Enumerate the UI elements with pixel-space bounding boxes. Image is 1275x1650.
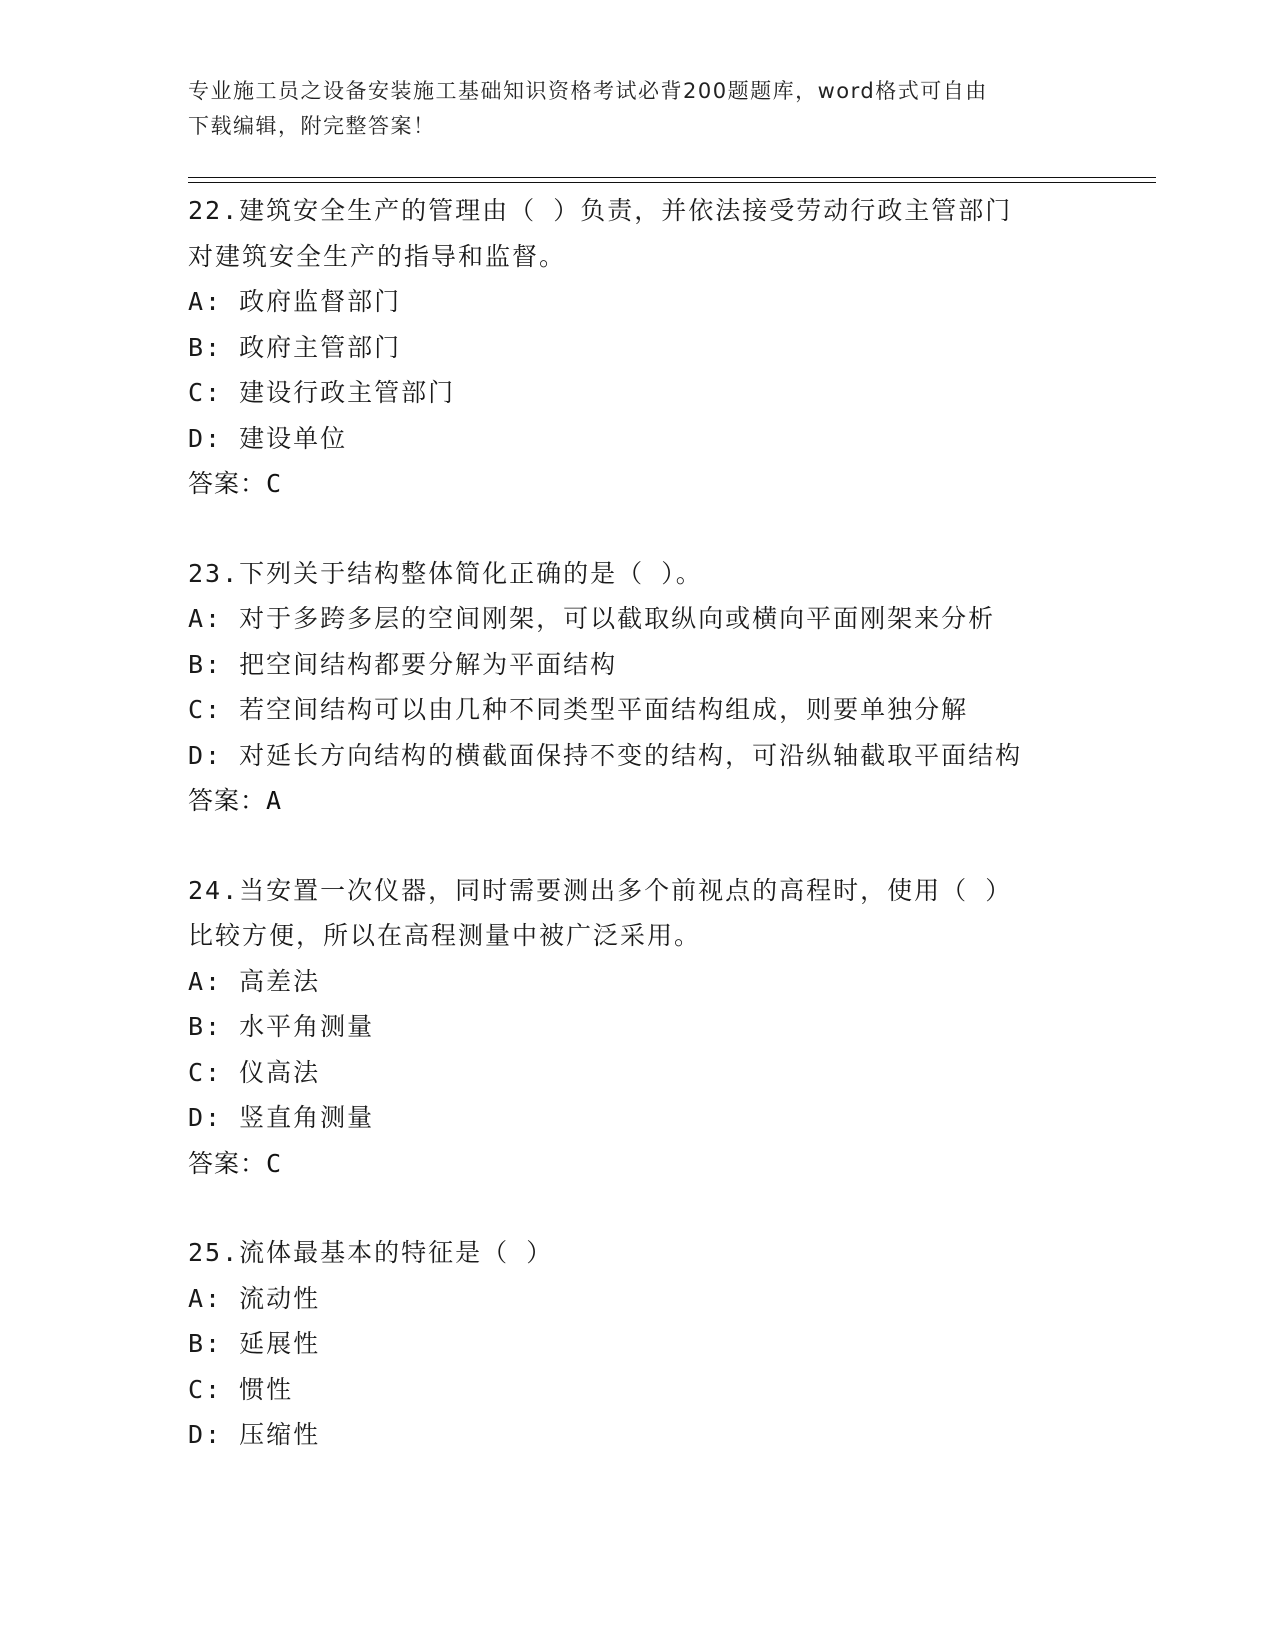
answer-value: C — [266, 1148, 283, 1178]
option-b: B: 政府主管部门 — [188, 332, 402, 362]
question-stem — [188, 1230, 1088, 1276]
answer-label: 答案： — [188, 1148, 267, 1178]
answer-line — [188, 1141, 1088, 1187]
question-stem — [188, 188, 1088, 279]
option-b: B: 水平角测量 — [188, 1012, 375, 1041]
option-a: A: 政府监督部门 — [188, 287, 402, 316]
option-d: D: 压缩性 — [188, 1420, 321, 1449]
answer-value: A — [266, 786, 283, 815]
question-stem — [188, 868, 1088, 959]
stem-line: 比较方便，所以在高程测量中被广泛采用。 — [188, 921, 702, 950]
option-d: D: 建设单位 — [188, 423, 348, 453]
question-22 — [188, 188, 1088, 507]
stem-line: 25.流体最基本的特征是（ ） — [188, 1238, 554, 1267]
answer-label: 答案： — [188, 469, 267, 498]
question-stem — [188, 551, 1088, 597]
answer-line — [188, 778, 1088, 824]
stem-line: 对建筑安全生产的指导和监督。 — [188, 241, 567, 271]
stem-line: 24.当安置一次仪器，同时需要测出多个前视点的高程时，使用（ ） — [188, 875, 1013, 905]
option-b: B: 延展性 — [188, 1329, 321, 1358]
option-c: C: 建设行政主管部门 — [188, 378, 456, 407]
document-header — [188, 74, 1068, 144]
option-c: C: 仪高法 — [188, 1057, 321, 1087]
answer-label: 答案： — [188, 786, 267, 815]
stem-line: 22.建筑安全生产的管理由（ ）负责，并依法接受劳动行政主管部门 — [188, 196, 1013, 225]
question-25 — [188, 1230, 1088, 1458]
option-c: C: 若空间结构可以由几种不同类型平面结构组成，则要单独分解 — [188, 695, 969, 724]
option-c: C: 惯性 — [188, 1374, 294, 1404]
option-a: A: 对于多跨多层的空间刚架，可以截取纵向或横向平面刚架来分析 — [188, 604, 996, 633]
option-d: D: 竖直角测量 — [188, 1103, 375, 1132]
header-divider-top — [188, 177, 1156, 178]
question-24 — [188, 868, 1088, 1187]
header-line-1: 专业施工员之设备安装施工基础知识资格考试必背200题题库，word格式可自由 — [188, 79, 988, 103]
option-a: A: 流动性 — [188, 1283, 321, 1313]
header-divider-bottom — [188, 182, 1156, 183]
option-d: D: 对延长方向结构的横截面保持不变的结构，可沿纵轴截取平面结构 — [188, 740, 1023, 770]
stem-line: 23.下列关于结构整体简化正确的是（ ）。 — [188, 558, 703, 588]
option-b: B: 把空间结构都要分解为平面结构 — [188, 649, 618, 679]
question-list — [188, 188, 1088, 1502]
option-a: A: 高差法 — [188, 966, 321, 996]
question-23 — [188, 551, 1088, 824]
answer-value: C — [266, 469, 283, 498]
header-line-2: 下载编辑，附完整答案！ — [188, 114, 436, 138]
answer-line — [188, 461, 1088, 507]
